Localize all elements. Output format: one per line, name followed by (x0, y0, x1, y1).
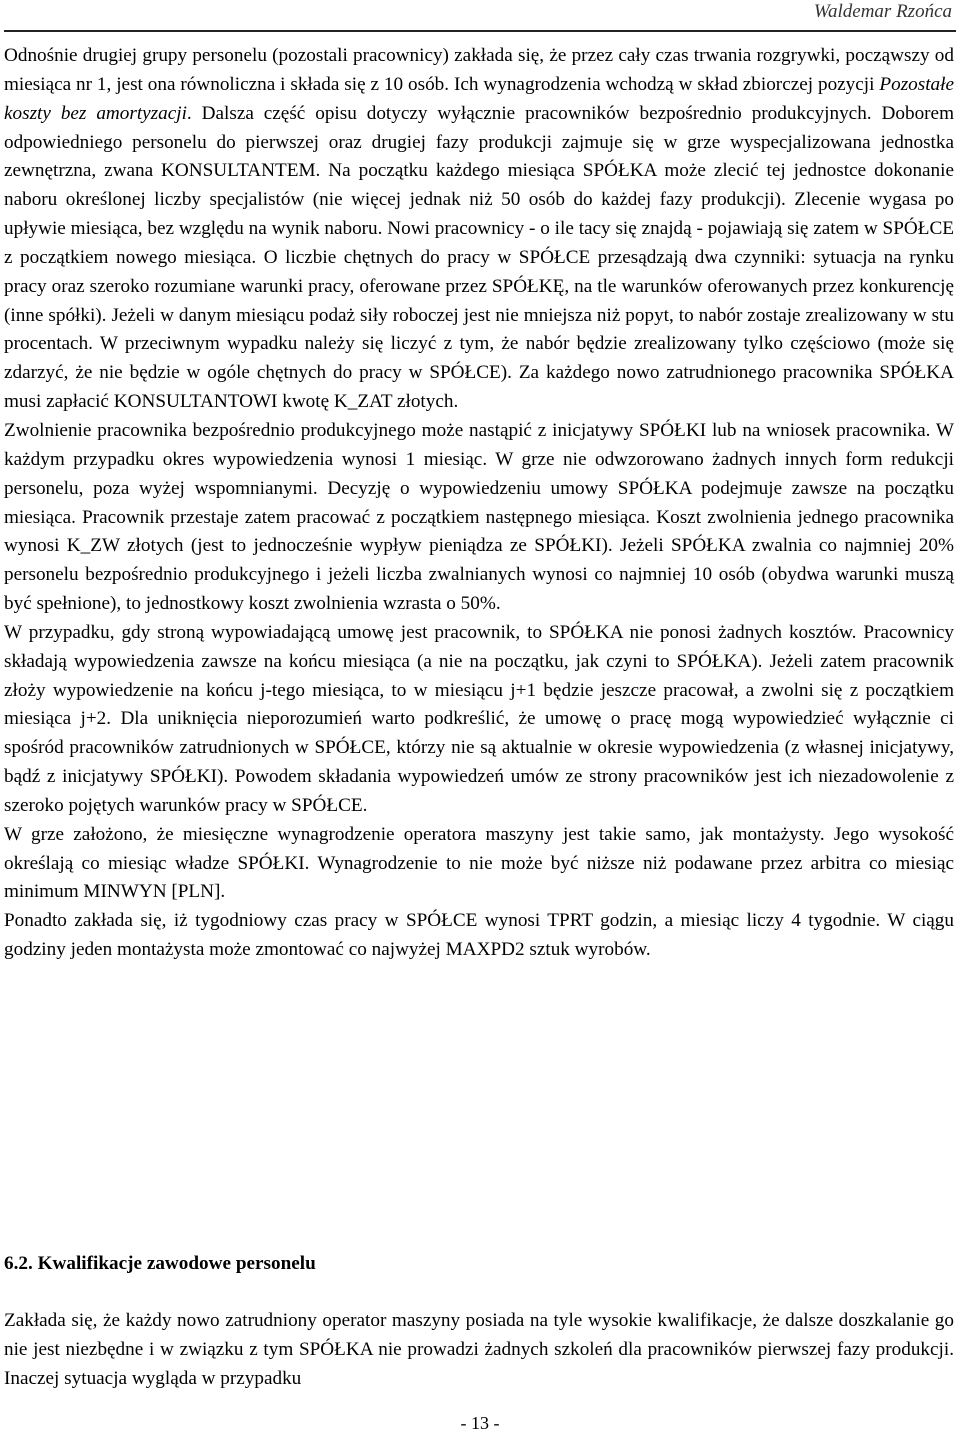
paragraph-working-time: Ponadto zakłada się, iż tygodniowy czas pracy w SPÓŁCE wynosi TPRT godzin, a miesiąc liczy 4 tygodnie. W ciągu godziny jeden montażysta może zmontować co najwyżej MAXPD2 sztuk wyrobów. (4, 910, 954, 961)
paragraph-personnel-recruitment (4, 42, 954, 417)
header-rule (4, 30, 956, 32)
section-body (4, 1306, 954, 1393)
page-number: - 13 - (460, 1413, 500, 1433)
paragraph-qualifications: Zakłada się, że każdy nowo zatrudniony operator maszyny posiada na tyle wysokie kwalifikacje, że dalsze doszkalanie go nie jest niezbędne i w związku z tym SPÓŁKA nie prowadzi żadnych szkoleń dla pracowników pierwszej fazy produkcji. Inaczej sytuacja wygląda w przypadku (4, 1310, 954, 1389)
paragraph-text: . Dalsza część opisu dotyczy wyłącznie pracowników bezpośrednio produkcyjnych. Doborem odpowiedniego personelu do pierwszej oraz drugiej fazy produkcji zajmuje się w grze wyspecjalizowana jednostka zewnętrzna, zwana KONSULTANTEM. Na początku każdego miesiąca SPÓŁKA może zlecić tej jednostce dokonanie naboru określonej liczby specjalistów (nie więcej jednak niż 50 osób do każdej fazy produkcji). Zlecenie wygasa po upływie miesiąca, bez względu na wynik naboru. Nowi pracownicy - o ile tacy się znajdą - pojawiają się zatem w SPÓŁCE z początkiem nowego miesiąca. O liczbie chętnych do pracy w SPÓŁCE przesądzają dwa czynniki: sytuacja na rynku pracy oraz szeroko rozumiane warunki pracy, oferowane przez SPÓŁKĘ, na tle warunków oferowanych przez konkurencję (inne spółki). Jeżeli w danym miesiącu podaż siły roboczej jest nie mniejsza niż popyt, to nabór zostaje zrealizowany w stu procentach. W przeciwnym wypadku należy się liczyć z tym, że nabór będzie zrealizowany tylko częściowo (może się zdarzyć, że nie będzie w ogóle chętnych do pracy w SPÓŁCE). Za każdego nowo zatrudnionego pracownika SPÓŁKA musi zapłacić KONSULTANTOWI kwotę K_ZAT złotych. (4, 102, 954, 413)
paragraph-wages: W grze założono, że miesięczne wynagrodzenie operatora maszyny jest takie samo, jak montażysty. Jego wysokość określają co miesiąc władze SPÓŁKI. Wynagrodzenie to nie może być niższe niż podawane przez arbitra co miesiąc minimum MINWYN [PLN]. (4, 823, 954, 903)
paragraph-text: Odnośnie drugiej grupy personelu (pozostali pracownicy) zakłada się, że przez cały czas trwania rozgrywki, począwszy od miesiąca nr 1, jest ona równoliczna i składa się z 10 osób. Ich wynagrodzenia wchodzą w skład zbiorczej pozycji (4, 45, 954, 95)
section-heading: 6.2. Kwalifikacje zawodowe personelu (4, 1253, 316, 1274)
body-text (4, 42, 954, 965)
paragraph-employee-resignation: W przypadku, gdy stroną wypowiadającą umowę jest pracownik, to SPÓŁKA nie ponosi żadnych kosztów. Pracownicy składają wypowiedzenia zawsze na końcu miesiąca (a nie na początku, jak czyni to SPÓŁKA). Jeżeli zatem pracownik złoży wypowiedzenie na końcu j-tego miesiąca, to w miesiącu j+1 będzie jeszcze pracował, a zwolni się z początkiem miesiąca j+2. Dla uniknięcia nieporozumień warto podkreślić, że umowę o pracę mogą wypowiedzieć wyłącznie ci spośród pracowników zatrudnionych w SPÓŁCE, którzy nie są aktualnie w okresie wypowiedzenia (z własnej inicjatywy, bądź z inicjatywy SPÓŁKI). Powodem składania wypowiedzeń umów ze strony pracowników jest ich niezadowolenie z szeroko pojętych warunków pracy w SPÓŁCE. (4, 621, 954, 816)
running-header-author: Waldemar Rzońca (813, 1, 952, 22)
italic-term: Pozostałe koszty bez amortyzacji (4, 73, 954, 124)
paragraph-dismissal: Zwolnienie pracownika bezpośrednio produkcyjnego może nastąpić z inicjatywy SPÓŁKI lub na wniosek pracownika. W każdym przypadku okres wypowiedzenia wynosi 1 miesiąc. W grze nie odwzorowano żadnych innych form redukcji personelu, poza wyżej wspomnianymi. Decyzję o wypowiedzeniu umowy SPÓŁKA podejmuje zawsze na początku miesiąca. Pracownik przestaje zatem pracować z początkiem następnego miesiąca. Koszt zwolnienia jednego pracownika wynosi K_ZW złotych (jest to jednocześnie wypływ pieniądza ze SPÓŁKI). Jeżeli SPÓŁKA zwalnia co najmniej 20% personelu bezpośrednio produkcyjnego i jeżeli liczba zwalnianych wynosi co najmniej 10 osób (obydwa warunki muszą być spełnione), to jednostkowy koszt zwolnienia wzrasta o 50%. (4, 419, 954, 615)
